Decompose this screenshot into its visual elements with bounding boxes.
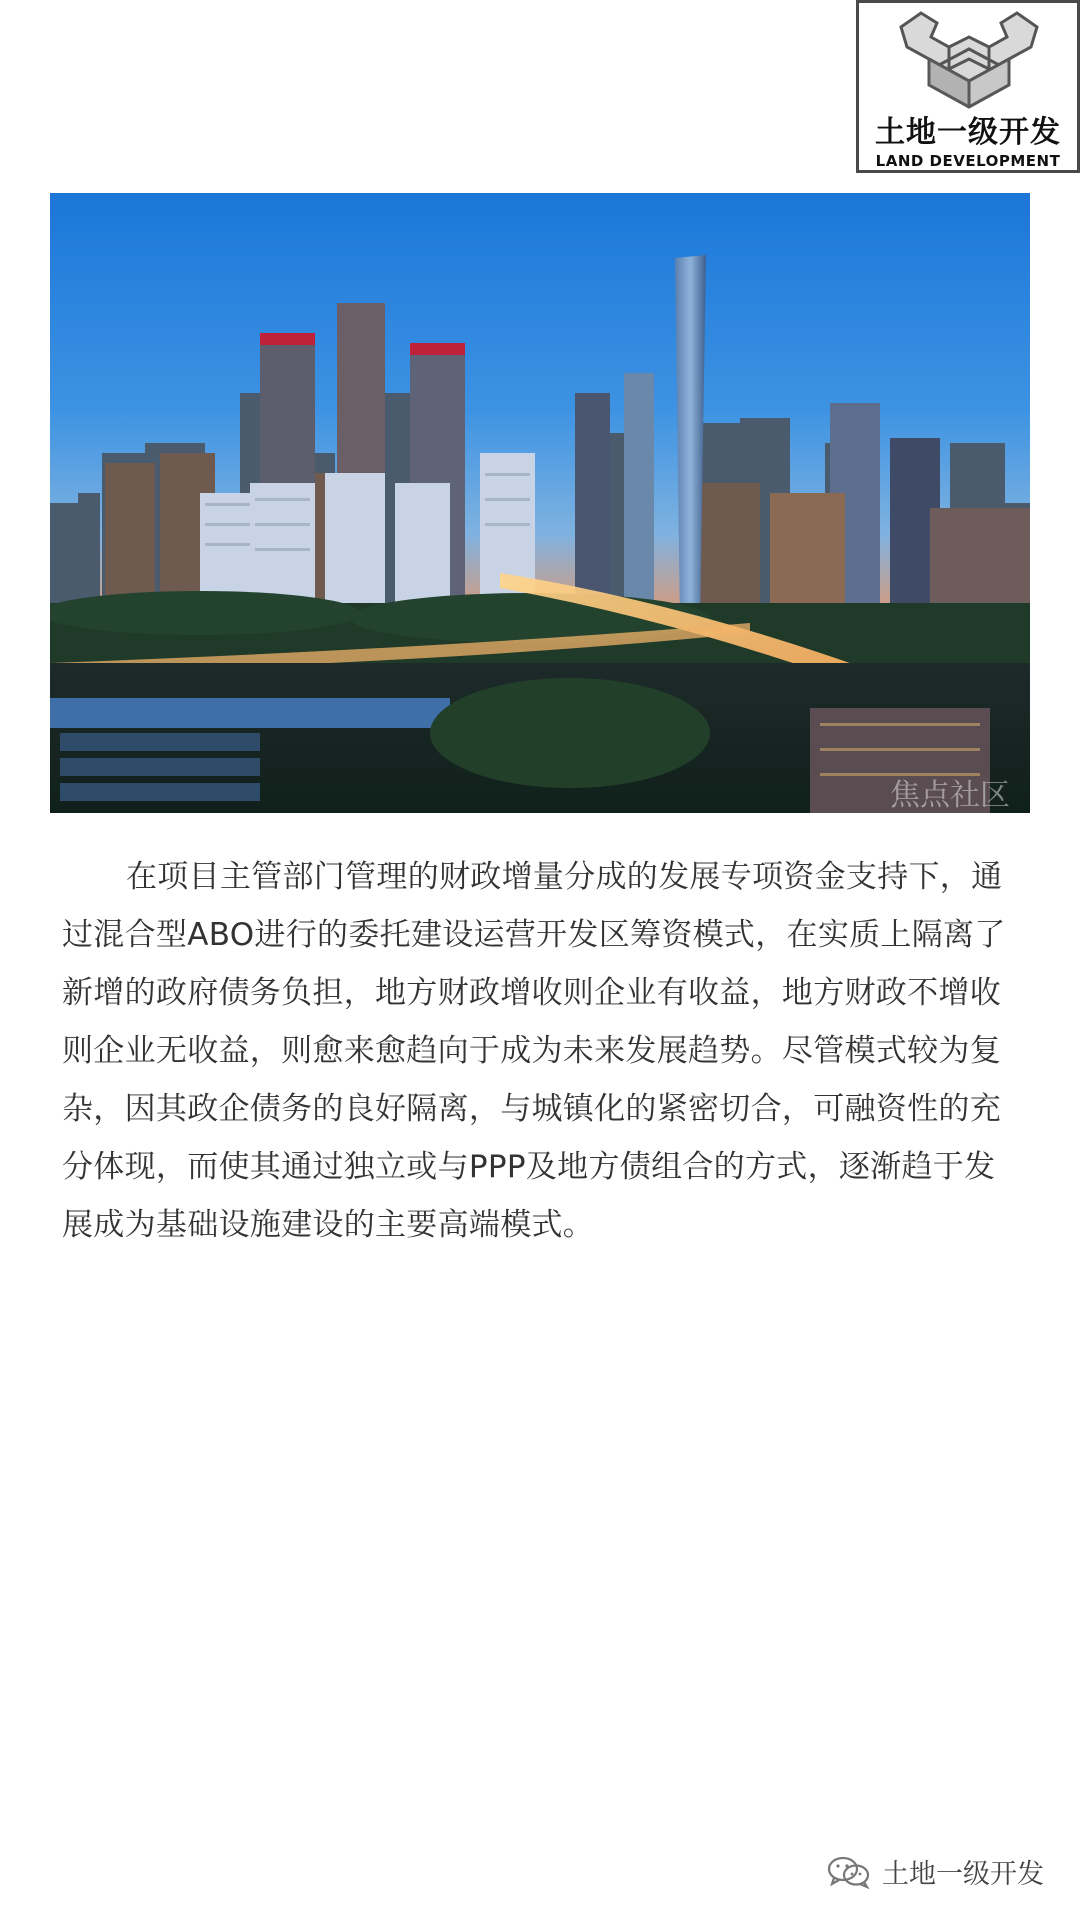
building-cube-logo-icon: [891, 7, 1047, 115]
logo-title: 土地一级开发: [875, 115, 1061, 150]
image-watermark: 焦点社区: [890, 778, 1010, 813]
footer-account-watermark: [826, 1852, 1044, 1891]
wechat-icon: [826, 1855, 872, 1889]
logo-subtitle: LAND DEVELOPMENT: [875, 152, 1061, 170]
footer-account-name: 土地一级开发: [882, 1859, 1044, 1890]
city-skyline-photo: [50, 193, 1030, 813]
brand-logo: [856, 0, 1080, 173]
article-paragraph: 在项目主管部门管理的财政增量分成的发展专项资金支持下，通过混合型ABO进行的委托建设运营开发区筹资模式，在实质上隔离了新增的政府债务负担，地方财政增收则企业有收益，地方财政不增收则企业无收益，则愈来愈趋向于成为未来发展趋势。尽管模式较为复杂，因其政企债务的良好隔离，与城镇化的紧密切合，可融资性的充分体现，而使其通过独立或与PPP及地方债组合的方式，逐渐趋于发展成为基础设施建设的主要高端模式。: [62, 859, 1006, 1243]
